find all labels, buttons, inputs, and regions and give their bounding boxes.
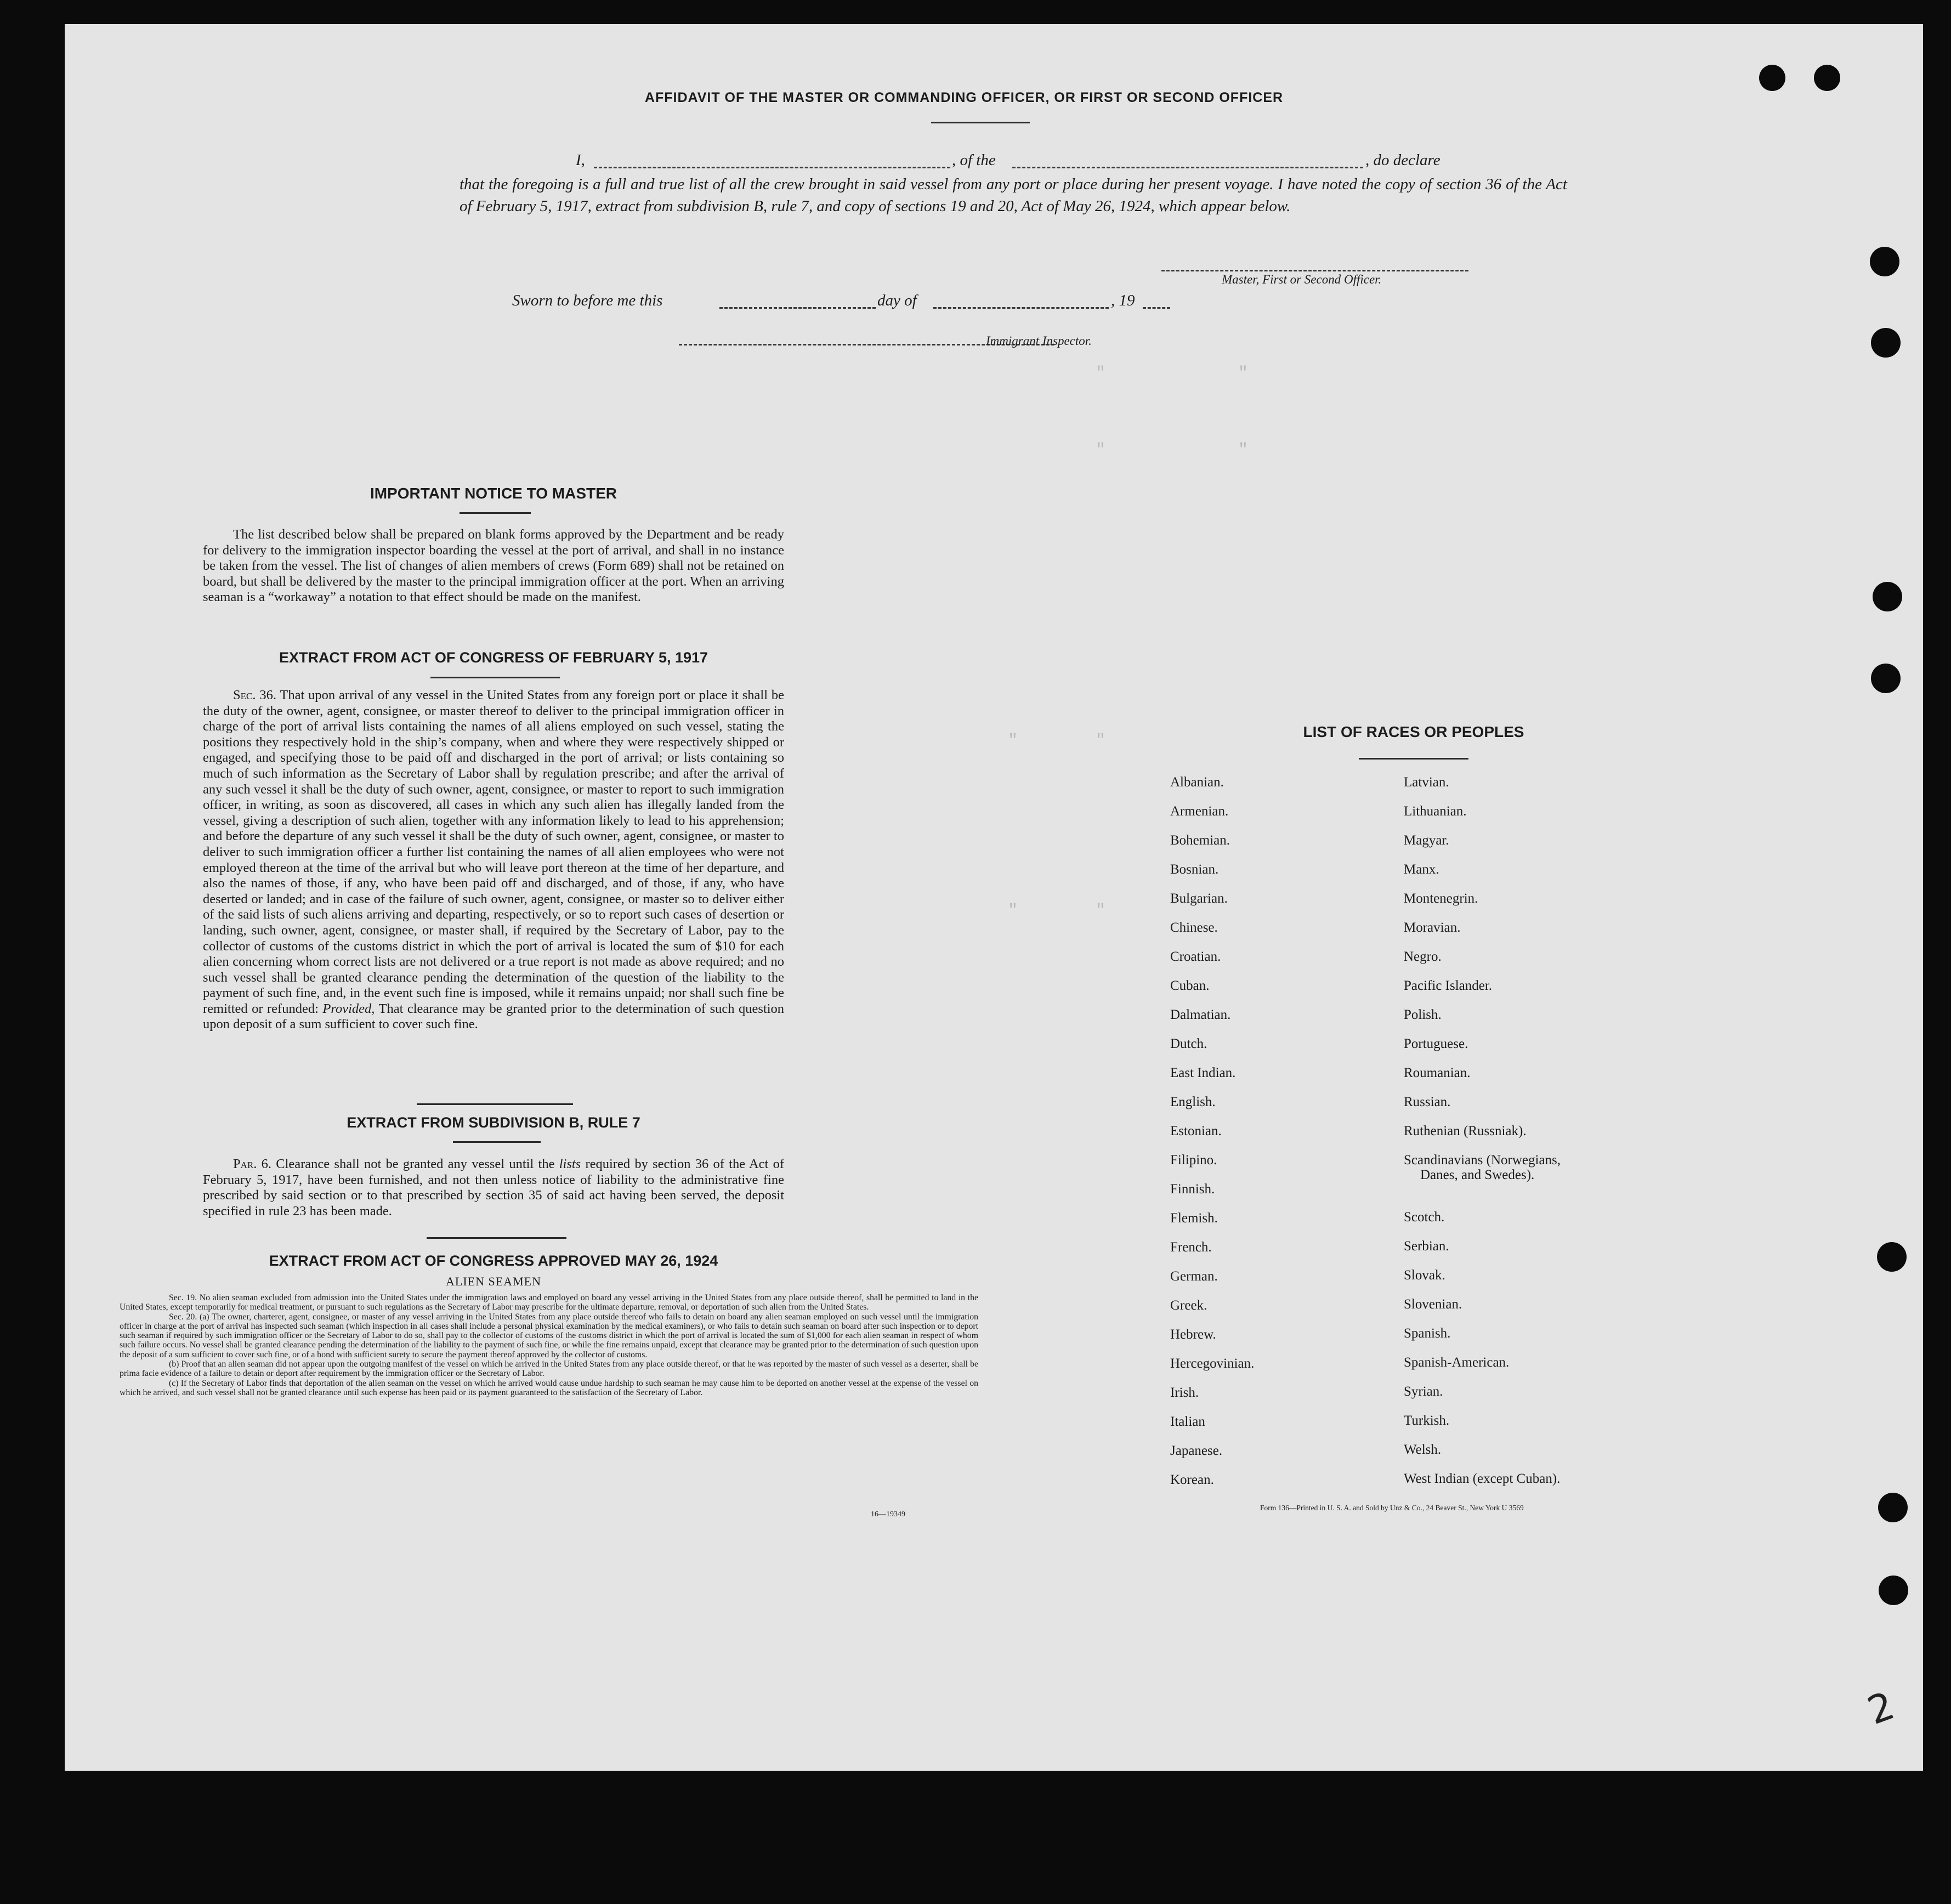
punch-hole xyxy=(1870,247,1899,276)
race-item: Cuban. xyxy=(1170,978,1210,993)
race-item: French. xyxy=(1170,1240,1212,1255)
printer-imprint: Form 136—Printed in U. S. A. and Sold by Unz & Co., 24 Beaver St., New York U 3569 xyxy=(1260,1504,1524,1512)
punch-hole xyxy=(1879,1576,1908,1605)
punch-hole xyxy=(1814,65,1840,91)
par-6-label: Par. 6. xyxy=(233,1157,271,1171)
race-item: Flemish. xyxy=(1170,1211,1218,1226)
sworn-line xyxy=(512,292,1225,311)
race-item: Ruthenian (Russniak). xyxy=(1404,1124,1527,1138)
races-title: LIST OF RACES OR PEOPLES xyxy=(1303,723,1524,740)
bleed-through-marks: " xyxy=(1096,364,1106,383)
race-item: Syrian. xyxy=(1404,1384,1443,1399)
affidavit-of-the: , of the xyxy=(952,151,996,169)
race-item: Slovenian. xyxy=(1404,1297,1462,1312)
race-item: Portuguese. xyxy=(1404,1036,1468,1051)
rule-7-underline xyxy=(453,1141,541,1143)
race-item: Serbian. xyxy=(1404,1239,1449,1254)
extract-1924-title: EXTRACT FROM ACT OF CONGRESS APPROVED MAY 26, 1924 xyxy=(269,1253,718,1269)
race-item: Croatian. xyxy=(1170,949,1221,964)
bleed-through-marks: " xyxy=(1096,902,1106,920)
race-item: Spanish-American. xyxy=(1404,1355,1510,1370)
year-text: , 19 xyxy=(1111,292,1135,309)
punch-hole xyxy=(1877,1242,1907,1272)
form-code: 16—19349 xyxy=(871,1510,905,1518)
race-item: Hercegovinian. xyxy=(1170,1356,1255,1371)
race-item: Turkish. xyxy=(1404,1413,1450,1428)
race-item: Spanish. xyxy=(1404,1326,1451,1341)
race-item: English. xyxy=(1170,1095,1216,1109)
extract-1917-title: EXTRACT FROM ACT OF CONGRESS OF FEBRUARY 5, 1917 xyxy=(279,649,708,666)
name-blank xyxy=(594,167,950,168)
race-item: Greek. xyxy=(1170,1298,1207,1313)
race-item: Chinese. xyxy=(1170,920,1218,935)
sworn-text: Sworn to before me this xyxy=(512,292,663,309)
race-item: Estonian. xyxy=(1170,1124,1222,1138)
extract-1917-body xyxy=(203,688,784,1033)
handwritten-page-number: 2 xyxy=(1862,1682,1901,1734)
race-item: Bohemian. xyxy=(1170,833,1230,848)
race-item: Lithuanian. xyxy=(1404,804,1467,819)
race-item: Bulgarian. xyxy=(1170,891,1228,906)
punch-hole xyxy=(1871,664,1901,693)
par-6-text-a: Clearance shall not be granted any vessel until the xyxy=(276,1157,555,1171)
day-blank xyxy=(719,307,876,309)
race-item: Pacific Islander. xyxy=(1404,978,1493,993)
punch-hole xyxy=(1878,1493,1908,1522)
race-item: Scandinavians (Norwegians, xyxy=(1404,1153,1561,1168)
race-item: Manx. xyxy=(1404,862,1439,877)
race-item: Magyar. xyxy=(1404,833,1449,848)
document-sheet xyxy=(65,24,1923,1771)
race-item: Irish. xyxy=(1170,1385,1199,1400)
race-item: Armenian. xyxy=(1170,804,1229,819)
affidavit-title: AFFIDAVIT OF THE MASTER OR COMMANDING OFFICER, OR FIRST OR SECOND OFFICER xyxy=(644,90,1284,105)
bleed-through-marks: " xyxy=(1008,902,1018,920)
inspector-label: Immigrant Inspector. xyxy=(986,334,1092,348)
day-of-text: day of xyxy=(877,292,917,309)
affidavit-i: I, xyxy=(576,151,585,169)
race-item: Latvian. xyxy=(1404,775,1449,790)
race-item: Scotch. xyxy=(1404,1210,1445,1225)
race-item: Negro. xyxy=(1404,949,1442,964)
year-blank xyxy=(1143,307,1170,309)
race-item: Russian. xyxy=(1404,1095,1451,1109)
proviso-label: Provided, xyxy=(322,1001,375,1016)
bleed-through-marks: " xyxy=(1096,732,1106,750)
punch-hole xyxy=(1759,65,1785,91)
proviso-text: That clearance may be granted prior to the determination of such question upon deposit of a sum sufficient to cover such fine. xyxy=(203,1001,785,1032)
race-item: Welsh. xyxy=(1404,1442,1442,1457)
bleed-through-marks: " xyxy=(1008,732,1018,750)
rule-7-divider xyxy=(417,1103,573,1105)
bleed-through-marks: " xyxy=(1096,441,1106,460)
notice-title: IMPORTANT NOTICE TO MASTER xyxy=(370,485,617,502)
sec-20b-text: (b) Proof that an alien seaman did not appear upon the outgoing manifest of the vessel on which he arrived in the United States from any place outside thereof, or that he was reported by the master of such vessel as a deserter, shall be prima facie evidence of a failure to detain or deport after requirement by the immigration officer or the Secretary of Labor. xyxy=(120,1359,978,1379)
month-blank xyxy=(933,307,1109,309)
race-item: Roumanian. xyxy=(1404,1066,1471,1080)
race-item: Moravian. xyxy=(1404,920,1461,935)
punch-hole xyxy=(1871,328,1901,358)
race-item: Finnish. xyxy=(1170,1182,1215,1197)
sec-36-text: That upon arrival of any vessel in the United States from any foreign port or place it shall be the duty of the owner, agent, consignee, or master thereof to deliver to the principal immigration officer in charge of the port of arrival lists containing the names of all aliens employed on such vessel, stating the positions they respectively hold in the ship’s company, when and where they were respectively shipped or engaged, and specifying those to be paid off and discharged in the port of arrival; or lists containing so much of such information as the Secretary of Labor shall by regulation prescribe; and after the arrival of any such vessel it shall be the duty of such owner, agent, consignee, or master to report to such immigration officer, in writing, as soon as discovered, all cases in which any such alien has illegally landed from the vessel, giving a description of such alien, together with any information likely to lead to his apprehension; and before the departure of any such vessel it shall be the duty of such owner, agent, consignee, or master to deliver to such immigration officer a further list containing the names of all alien employees who were not employed thereon at the time of the arrival but who will leave port thereon at the time of her departure, and also the names of those, if any, who have been paid off and discharged, and of those, if any, who have deserted or landed; and in case of the failure of such owner, agent, consignee, or master so to deliver either of the said lists of such aliens arriving and departing, respectively, or so to report such cases of desertion or landing, such owner, agent, consignee, or master shall, if required by the Secretary of Labor, pay to the collector of customs of the customs district in which the port of arrival is located the sum of $10 for each alien concerning whom correct lists are not delivered or a true report is not made as above required; and no such vessel shall be granted clearance pending the determination of the question of the liability to the payment of such fine, and, in the event such fine is imposed, while it remains unpaid; nor shall such fine be remitted or refunded: xyxy=(203,688,784,1016)
vessel-blank xyxy=(1012,167,1363,168)
race-item: Japanese. xyxy=(1170,1443,1223,1458)
title-underline xyxy=(931,122,1030,123)
race-item: Albanian. xyxy=(1170,775,1224,790)
affidavit-declare: , do declare xyxy=(1365,151,1440,169)
race-item: German. xyxy=(1170,1269,1218,1284)
signature-label: Master, First or Second Officer. xyxy=(1222,273,1382,286)
race-item: Korean. xyxy=(1170,1472,1214,1487)
race-item: Danes, and Swedes). xyxy=(1420,1168,1535,1182)
race-item: Slovak. xyxy=(1404,1268,1445,1283)
race-item: Polish. xyxy=(1404,1007,1442,1022)
race-item: Dutch. xyxy=(1170,1036,1207,1051)
rule-7-title: EXTRACT FROM SUBDIVISION B, RULE 7 xyxy=(347,1114,640,1131)
sec-20a-text: Sec. 20. (a) The owner, charterer, agent, consignee, or master of any vessel arriving in the United States from any place outside thereof who fails to detain on board any alien seaman employed on such vessel until the immigration officer in charge at the port of arrival has inspected such seaman (which inspection in all cases shall include a personal physical examination by the medical examiners), or who fails to detain such seaman on board after such inspection or to deport such seaman if required by such immigration officer or the Secretary of Labor to do so, shall pay to the collector of customs of the customs district in which the port of arrival is located the sum of $1,000 for each alien seaman in respect of whom such failure occurs. No vessel shall be granted clearance pending the determination of the liability to the payment of such fine, or while the fine remains unpaid, except that clearance may be granted prior to the determination of such question upon the deposit of a sum sufficient to cover such fine, or of a bond with sufficient surety to secure the payment thereof approved by the collector of customs. xyxy=(120,1312,978,1359)
lists-word: lists xyxy=(559,1157,581,1171)
extract-1917-underline xyxy=(430,677,560,678)
punch-hole xyxy=(1873,582,1902,611)
notice-underline xyxy=(460,512,531,514)
race-item: Hebrew. xyxy=(1170,1327,1216,1342)
race-item: Bosnian. xyxy=(1170,862,1219,877)
alien-seamen-subtitle: ALIEN SEAMEN xyxy=(446,1274,541,1288)
race-item: Dalmatian. xyxy=(1170,1007,1231,1022)
signature-blank xyxy=(1161,270,1468,271)
affidavit-first-line xyxy=(509,151,1567,171)
races-underline xyxy=(1359,758,1468,760)
race-item: Montenegrin. xyxy=(1404,891,1478,906)
sec-36-label: Sec. 36. xyxy=(233,688,276,702)
race-item: West Indian (except Cuban). xyxy=(1404,1471,1561,1486)
extract-1924-divider xyxy=(427,1237,566,1239)
extract-1924-body xyxy=(120,1293,978,1397)
par-6-text-b: required by section 36 of the Act of February 5, 1917, have been furnished, and not then unless notice of liability to the administrative fine prescribed by said section or to that prescribed by section 35 of said act having been served, the deposit specified in rule 23 has been made. xyxy=(203,1157,784,1219)
bleed-through-marks: " xyxy=(1238,364,1249,383)
notice-body: The list described below shall be prepared on blank forms approved by the Department and be ready for delivery to the immigration inspector boarding the vessel at the port of arrival, and shall in no instance be taken from the vessel. The list of changes of alien members of crews (Form 689) shall not be retained on board, but shall be delivered by the master to the principal immigration officer at the port. When an arriving seaman is a “workaway” a notation to that effect should be made on the manifest. xyxy=(203,527,784,604)
rule-7-body xyxy=(203,1157,784,1219)
sec-20c-text: (c) If the Secretary of Labor finds that deportation of the alien seaman on the vessel on which he arrived would cause undue hardship to such seaman he may cause him to be deported on another vessel at the expense of the vessel on which he arrived, and such vessel shall not be granted clearance until such expense has been paid or its payment guaranteed to the satisfaction of the Secretary of Labor. xyxy=(120,1378,978,1397)
sec-19-text: Sec. 19. No alien seaman excluded from admission into the United States under the immigration laws and employed on board any vessel arriving in the United States from any place outside thereof, shall be permitted to land in the United States, except temporarily for medical treatment, or pursuant to such regulations as the Secretary of Labor may prescribe for the ultimate departure, removal, or deportation of such alien from the United States. xyxy=(120,1293,978,1312)
race-item: Italian xyxy=(1170,1414,1205,1429)
bleed-through-marks: " xyxy=(1238,441,1249,460)
affidavit-body: that the foregoing is a full and true list of all the crew brought in said vessel from any port or place during her present voyage. I have noted the copy of section 36 of the Act of February 5, 1917, extract from subdivision B, rule 7, and copy of sections 19 and 20, Act of May 26, 1924, which appear below. xyxy=(460,175,1567,215)
race-item: Filipino. xyxy=(1170,1153,1217,1168)
race-item: East Indian. xyxy=(1170,1066,1236,1080)
